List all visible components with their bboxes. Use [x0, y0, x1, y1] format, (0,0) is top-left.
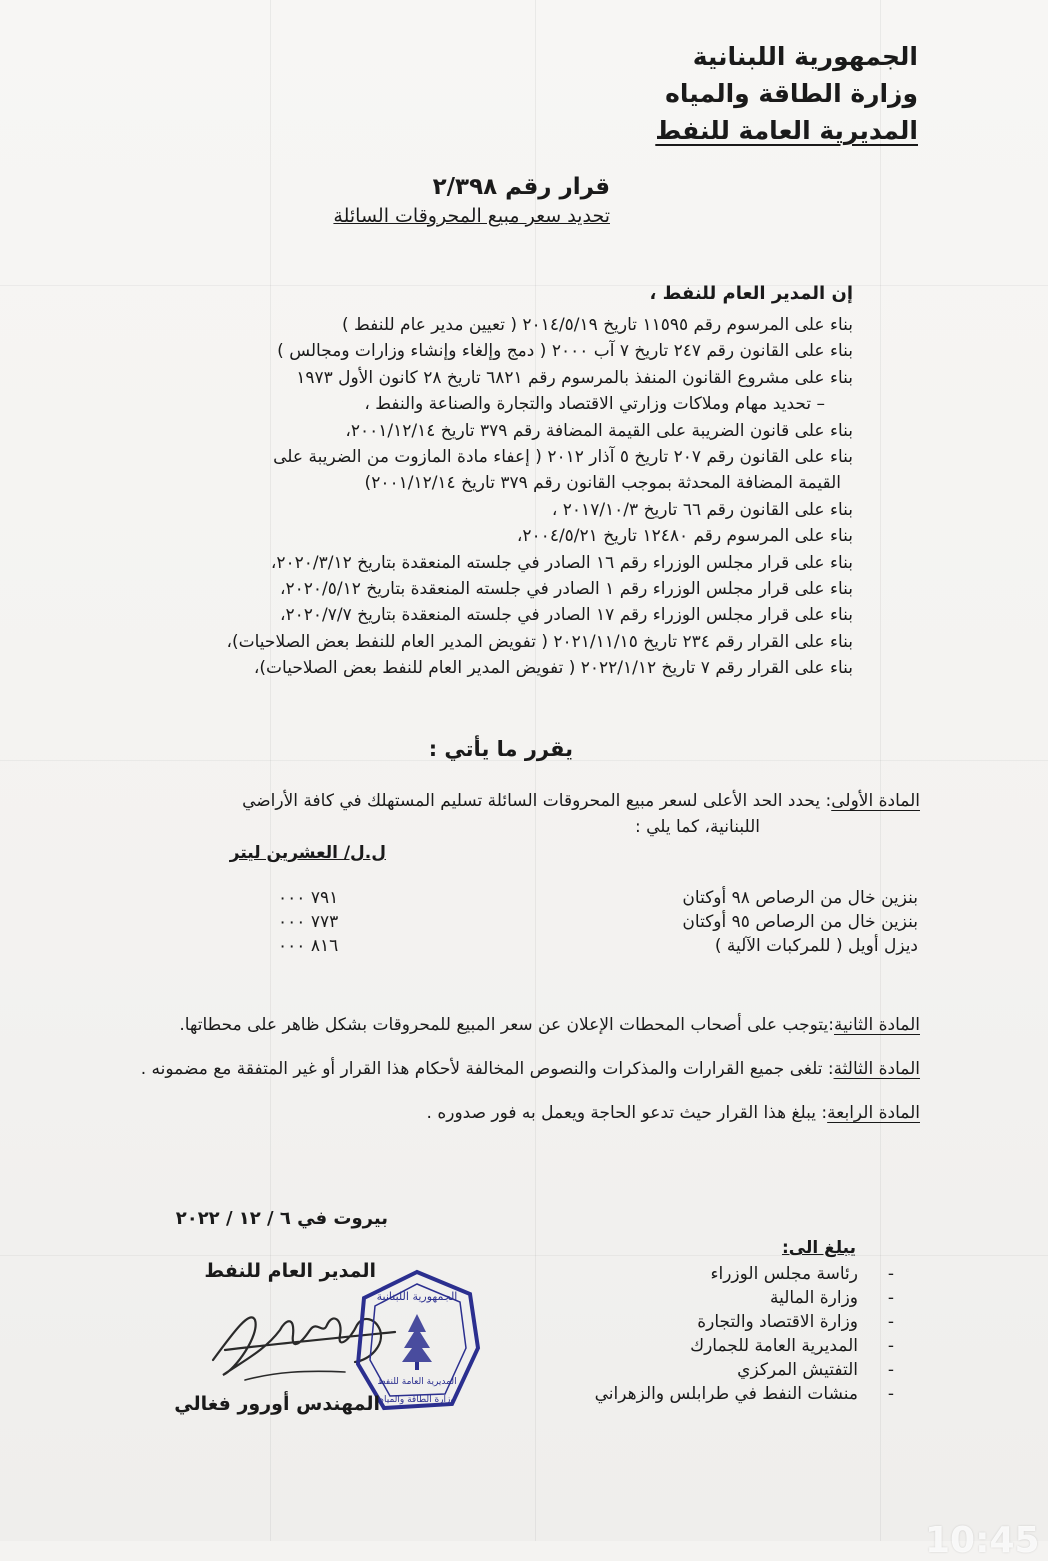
article-1	[100, 788, 920, 840]
paper-fold-line	[535, 0, 536, 1541]
distribution-list	[558, 1262, 858, 1406]
price-unit-heading: ل.ل/ العشرين ليتر	[229, 843, 386, 863]
preamble: إن المدير العام للنفط ،	[649, 283, 853, 304]
consideration-line: بناء على قرار مجلس الوزراء رقم ١ الصادر في جلسته المنعقدة بتاريخ ٢٠٢٠/٥/١٢،	[279, 579, 853, 600]
article-2-text: :يتوجب على أصحاب المحطات الإعلان عن سعر المبيع للمحروقات بشكل ظاهر على محطاتها.	[179, 1015, 835, 1035]
article-3-text: : تلغى جميع القرارات والمذكرات والنصوص المخالفة لأحكام هذا القرار أو غير المتفقة مع مضمونه .	[140, 1059, 834, 1079]
distribution-recipient: وزارة المالية -	[558, 1286, 858, 1310]
article-4-text: : يبلغ هذا القرار حيث تدعو الحاجة ويعمل به فور صدوره .	[426, 1103, 828, 1123]
price-table	[278, 886, 918, 958]
product-price: ٧٩١ ٠٠٠	[278, 888, 339, 908]
considerations-list	[133, 312, 853, 682]
product-price: ٨١٦ ٠٠٠	[278, 936, 339, 956]
article-1-text: : يحدد الحد الأعلى لسعر مبيع المحروقات السائلة تسليم المستهلك في كافة الأراضي	[242, 791, 832, 811]
article-2-label: المادة الثانية	[834, 1015, 920, 1035]
stamp-center-text: المديرية العامة للنفط	[377, 1377, 457, 1387]
article-4-label: المادة الرابعة	[827, 1103, 920, 1123]
product-name: ديزل أويل ( للمركبات الآلية )	[714, 936, 918, 956]
distribution-recipient: المديرية العامة للجمارك -	[558, 1334, 858, 1358]
consideration-line: بناء على القانون رقم ٢٠٧ تاريخ ٥ آذار ٢٠١٢ ( إعفاء مادة المازوت من الضريبة على	[273, 447, 853, 468]
consideration-line: بناء على القرار رقم ٢٣٤ تاريخ ٢٠٢١/١١/١٥ ( تفويض المدير العام للنفط بعض الصلاحيات)،	[226, 631, 853, 652]
letterhead	[498, 38, 918, 149]
letterhead-ministry: وزارة الطاقة والمياه	[665, 79, 918, 108]
article-2	[100, 1012, 920, 1038]
status-clock: 10:45	[925, 1520, 1040, 1561]
distribution-heading: يبلغ الى:	[781, 1238, 856, 1258]
product-name: بنزين خال من الرصاص ٩٥ أوكتان	[682, 912, 918, 932]
decision-number: قرار رقم ٢/٣٩٨	[432, 174, 610, 200]
consideration-line: بناء على مشروع القانون المنفذ بالمرسوم رقم ٦٨٢١ تاريخ ٢٨ كانون الأول ١٩٧٣	[296, 367, 853, 388]
product-name: بنزين خال من الرصاص ٩٨ أوكتان	[682, 888, 918, 908]
distribution-recipient: التفتيش المركزي -	[558, 1358, 858, 1382]
article-4	[100, 1100, 920, 1126]
consideration-line: بناء على قانون الضريبة على القيمة المضافة رقم ٣٧٩ تاريخ ٢٠٠١/١٢/١٤،	[345, 420, 853, 441]
letterhead-republic: الجمهورية اللبنانية	[692, 42, 918, 71]
letterhead-directorate: المديرية العامة للنفط	[655, 116, 918, 145]
distribution-recipient: منشات النفط في طرابلس والزهراني -	[558, 1382, 858, 1406]
stamp-bottom-text: وزارة الطاقة والمياه	[379, 1395, 455, 1405]
distribution-recipient: رئاسة مجلس الوزراء -	[558, 1262, 858, 1286]
stamp-top-text: الجمهورية اللبنانية	[376, 1290, 458, 1303]
consideration-line: القيمة المضافة المحدثة بموجب القانون رقم ٣٧٩ تاريخ ٢٠٠١/١٢/١٤)	[364, 473, 841, 494]
article-3	[100, 1056, 920, 1082]
product-price: ٧٧٣ ٠٠٠	[278, 912, 339, 932]
dateline: بيروت في ٦ / ١٢ / ٢٠٢٢	[175, 1208, 388, 1229]
consideration-line: بناء على القرار رقم ٧ تاريخ ٢٠٢٢/١/١٢ ( تفويض المدير العام للنفط بعض الصلاحيات)،	[253, 658, 853, 679]
article-1-continuation: اللبنانية، كما يلي :	[634, 817, 760, 837]
distribution-recipient: وزارة الاقتصاد والتجارة -	[558, 1310, 858, 1334]
paper-fold-line	[0, 1255, 1048, 1256]
article-3-label: المادة الثالثة	[833, 1059, 920, 1079]
decides-heading: يقرر ما يأتي :	[428, 737, 573, 761]
signatory-title: المدير العام للنفط	[204, 1260, 376, 1282]
decision-subject: تحديد سعر مبيع المحروقات السائلة	[333, 205, 610, 227]
consideration-line: بناء على قرار مجلس الوزراء رقم ١٦ الصادر في جلسته المنعقدة بتاريخ ٢٠٢٠/٣/١٢،	[270, 552, 853, 573]
article-1-label: المادة الأولى	[831, 791, 920, 811]
consideration-line: بناء على القانون رقم ٦٦ تاريخ ٢٠١٧/١٠/٣ ،	[551, 499, 853, 520]
consideration-line: بناء على القانون رقم ٢٤٧ تاريخ ٧ آب ٢٠٠٠ ( دمج وإلغاء وإنشاء وزارات ومجالس )	[277, 341, 853, 362]
consideration-line: بناء على المرسوم رقم ١٢٤٨٠ تاريخ ٢٠٠٤/٥/٢١،	[516, 526, 853, 547]
consideration-line: بناء على قرار مجلس الوزراء رقم ١٧ الصادر في جلسته المنعقدة بتاريخ ٢٠٢٠/٧/٧،	[279, 605, 853, 626]
price-row	[278, 934, 918, 958]
consideration-line: بناء على المرسوم رقم ١١٥٩٥ تاريخ ٢٠١٤/٥/١٩ ( تعيين مدير عام للنفط )	[341, 315, 853, 335]
consideration-line: – تحديد مهام وملاكات وزارتي الاقتصاد والتجارة والصناعة والنفط ،	[364, 394, 825, 415]
signatory-name: المهندس أورور فغالي	[174, 1393, 380, 1415]
paper-fold-line	[880, 0, 881, 1541]
price-row	[278, 910, 918, 934]
price-row	[278, 886, 918, 910]
